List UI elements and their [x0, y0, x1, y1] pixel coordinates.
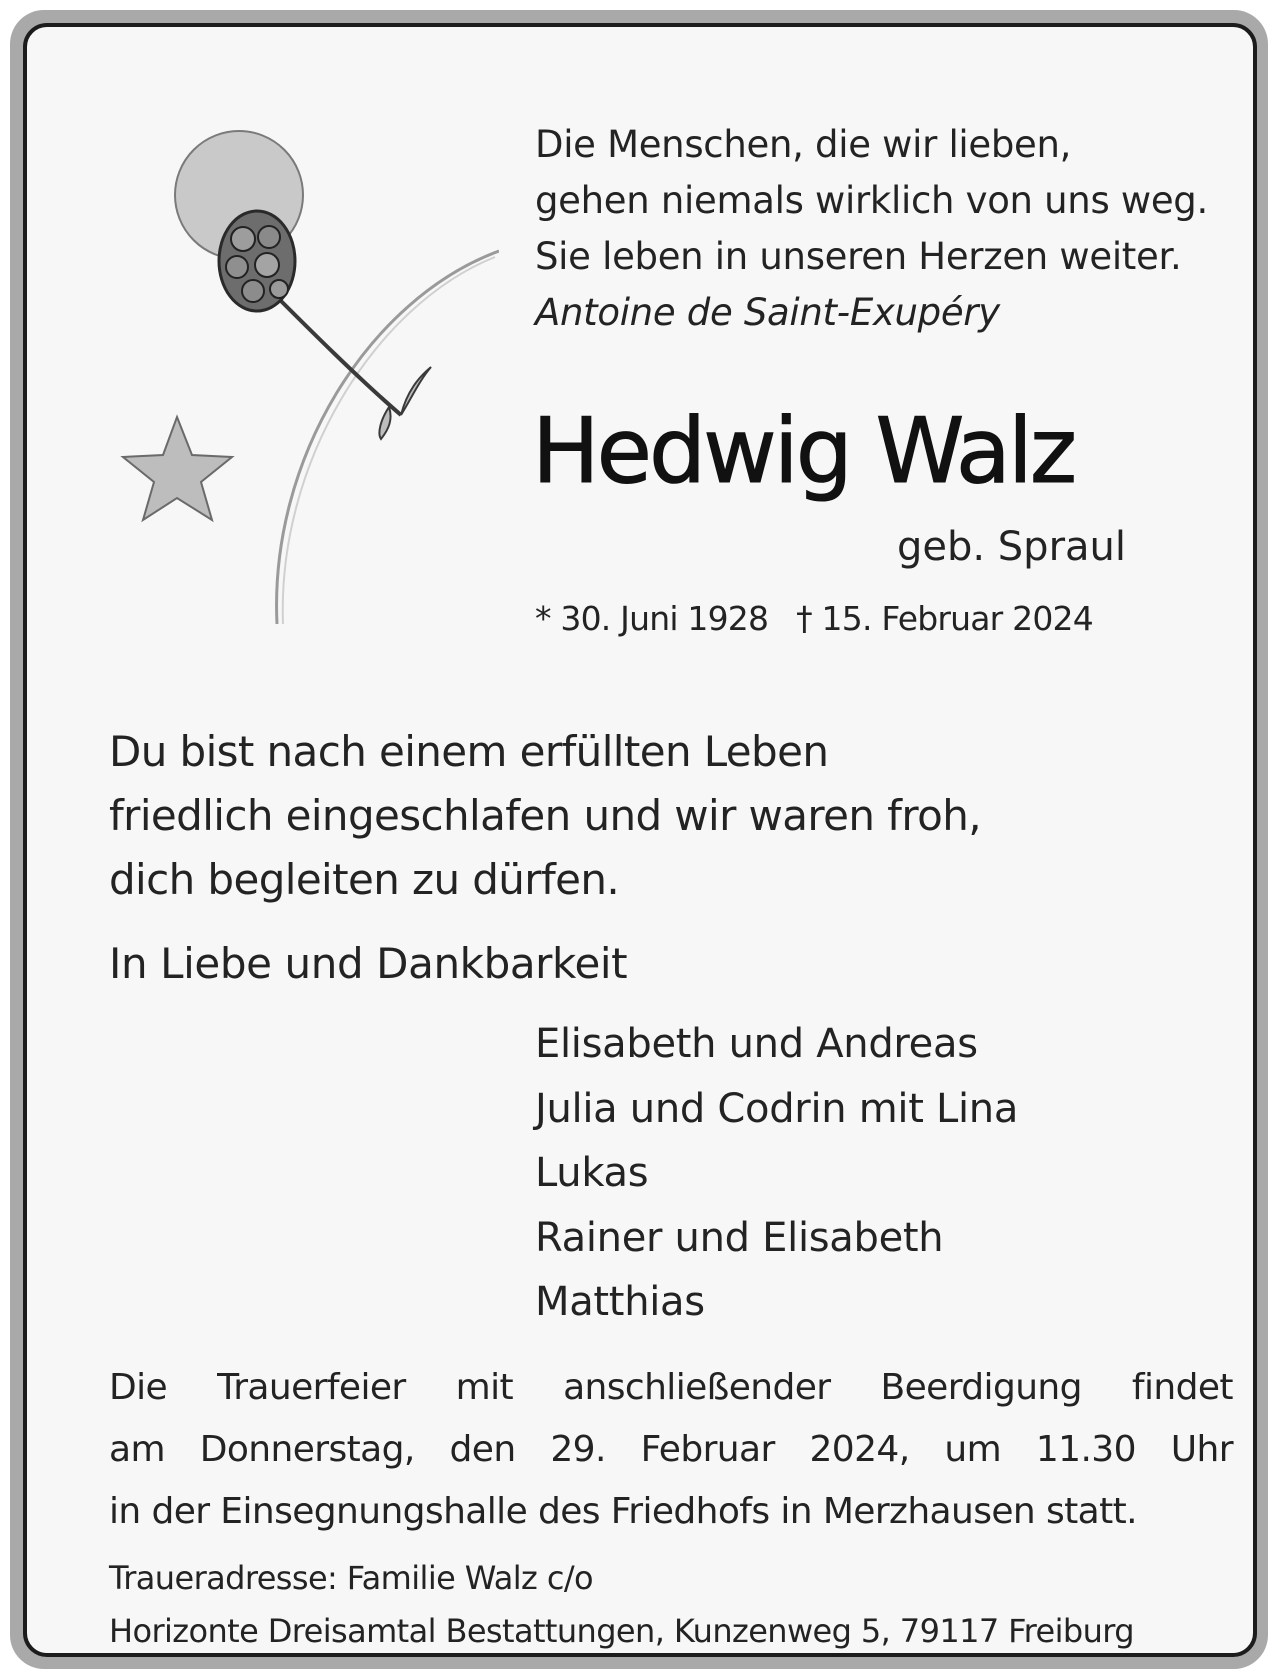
service-line: Die Trauerfeier mit anschließender Beerdigung findet [109, 1367, 1233, 1408]
death-date: † 15. Februar 2024 [796, 599, 1093, 638]
mourners-list [535, 1012, 1235, 1335]
mourner: Elisabeth und Andreas [535, 1021, 978, 1067]
deceased-name: Hedwig Walz [532, 399, 1075, 504]
mourner: Lukas [535, 1150, 649, 1196]
star-icon [123, 417, 232, 520]
message-line: Du bist nach einem erfüllten Leben [109, 727, 829, 776]
service-line: in der Einsegnungshalle des Friedhofs in Merzhausen statt. [109, 1491, 1137, 1532]
message-line: dich begleiten zu dürfen. [109, 855, 620, 904]
maiden-name: geb. Spraul [896, 524, 1126, 570]
birth-date: * 30. Juni 1928 [535, 599, 769, 638]
rose-icon [219, 211, 431, 439]
mourner: Julia und Codrin mit Lina [535, 1085, 1019, 1132]
mourner: Matthias [535, 1279, 705, 1325]
quote-line: gehen niemals wirklich von uns weg. [535, 179, 1208, 222]
quote-block [535, 117, 1235, 341]
mourning-address [109, 1552, 1233, 1658]
address-line: Horizonte Dreisamtal Bestattungen, Kunzenweg 5, 79117 Freiburg [109, 1612, 1134, 1650]
signoff: In Liebe und Dankbarkeit [109, 939, 628, 988]
life-dates [535, 597, 1135, 641]
message-line: friedlich eingeschlafen und wir waren froh, [109, 791, 981, 840]
service-line: am Donnerstag, den 29. Februar 2024, um 11.30 Uhr [109, 1429, 1233, 1470]
quote-line: Die Menschen, die wir lieben, [535, 123, 1072, 166]
quote-author: Antoine de Saint-Exupéry [535, 291, 1000, 334]
obituary-notice [23, 23, 1257, 1657]
farewell-message [109, 720, 1109, 912]
address-line: Traueradresse: Familie Walz c/o [109, 1559, 593, 1597]
planet-arc-icon [277, 251, 499, 624]
memorial-artwork [119, 119, 499, 639]
quote-line: Sie leben in unseren Herzen weiter. [535, 235, 1182, 278]
mourner: Rainer und Elisabeth [535, 1214, 944, 1261]
service-info [109, 1357, 1233, 1543]
